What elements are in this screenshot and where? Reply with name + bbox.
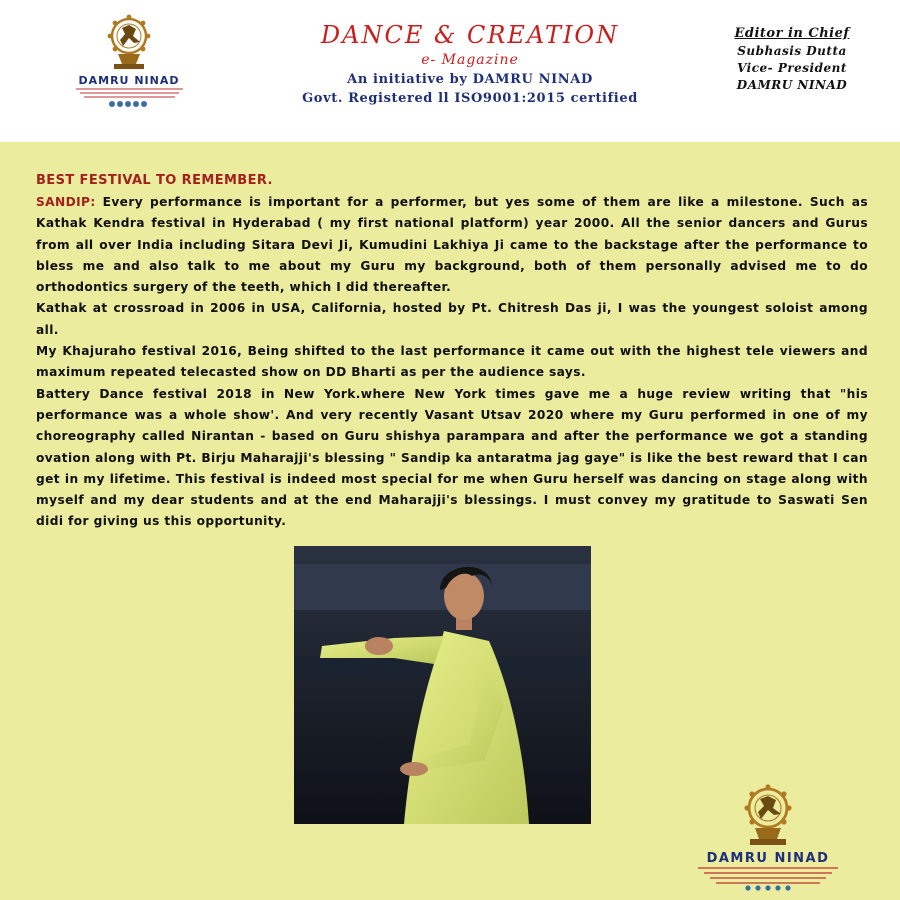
magazine-masthead <box>290 20 650 108</box>
article-paragraph: My Khajuraho festival 2016, Being shifted to the last performance it came out with the highest tele viewers and maximum repeated telecasted show on DD Bharti as per the audience says. <box>36 344 868 380</box>
masthead <box>0 0 900 142</box>
editor-org: DAMRU NINAD <box>736 78 848 92</box>
editor-label: Editor in Chief <box>734 26 850 41</box>
article-heading: BEST FESTIVAL TO REMEMBER. <box>36 173 273 188</box>
article-paragraph: Battery Dance festival 2018 in New York.where New York times gave me a huge review writing that "his performance was a whole show'. And very recently Vasant Utsav 2020 where my Guru performed in one of my choreography called Nirantan - based on Guru shishya parampara and after the performance we got a standing ovation along with Pt. Birju Maharajji's blessing " Sandip ka antaratma jag gaye" is like the best reward that I can get in my lifetime. This festival is indeed most special for me when Guru herself was dancing on stage along with myself and my dear students and at the end Maharajji's blessings. I must convey my gratitude to Saswati Sen didi for giving us this opportunity. <box>36 386 868 529</box>
editor-block <box>712 24 872 94</box>
article-body <box>36 171 868 533</box>
magazine-title: DANCE & CREATION <box>320 21 620 49</box>
article-paragraph: Kathak at crossroad in 2006 in USA, California, hosted by Pt. Chitresh Das ji, I was the youngest soloist among all. <box>36 301 868 337</box>
dancer-photo <box>294 546 591 824</box>
paragraph-text: Every performance is important for a performer, but yes some of them are like a milestone. Such as Kathak Kendra festival in Hyderabad ( my first national platform) year 2000. All the senior dancers and Gurus from all over India including Sitara Devi Ji, Kumudini Lakhiya Ji came to the backstage after the performance to bless me and also talk to me about my Guru my background, both of them personally advised me to do orthodontics surgery of the teeth, which I did thereafter. <box>36 195 868 295</box>
logo-text: DAMRU NINAD <box>78 74 180 87</box>
logo-footer-text: DAMRU NINAD <box>706 851 830 866</box>
editor-name: Subhasis Dutta <box>737 44 847 58</box>
magazine-subtitle: e- Magazine <box>421 52 519 68</box>
article-paragraph <box>36 192 868 298</box>
damru-ninad-logo <box>62 12 197 112</box>
registration-line: Govt. Registered ll ISO9001:2015 certified <box>302 91 638 106</box>
editor-role: Vice- President <box>737 61 847 75</box>
initiative-line: An initiative by DAMRU NINAD <box>347 72 593 87</box>
speaker-label: SANDIP: <box>36 195 96 209</box>
damru-ninad-logo-footer <box>688 782 848 892</box>
